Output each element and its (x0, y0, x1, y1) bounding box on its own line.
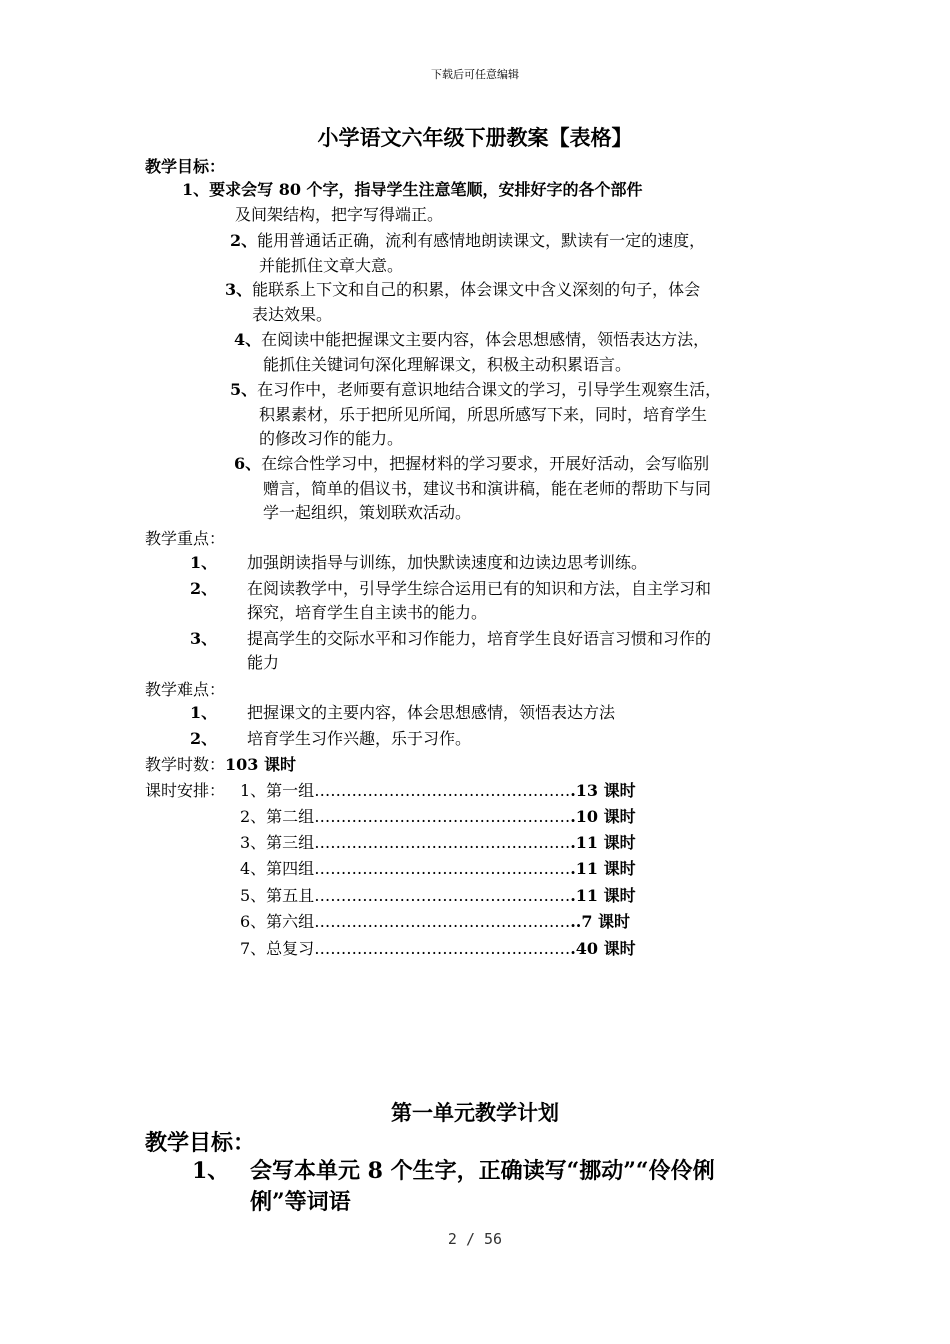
goal-num: 1、 (182, 180, 210, 199)
schedule-hours: .11 课时 (570, 886, 636, 905)
schedule-row (240, 856, 636, 881)
unit-goal-text: 会写本单元 8 个生字，正确读写“挪动”“伶伶俐 (250, 1158, 715, 1184)
schedule-row (240, 883, 636, 908)
goal-text: 要求会写 80 个字，指导学生注意笔顺，安排好字的各个部件 (209, 180, 643, 199)
goal-text: 在阅读中能把握课文主要内容，体会思想感情，领悟表达方法， (261, 330, 710, 349)
unit-goals-label: 教学目标： (145, 1130, 256, 1156)
schedule-row (240, 936, 636, 961)
schedule-row (240, 830, 636, 855)
goal-item-5-cont: 积累素材，乐于把所见所闻，所思所感写下来，同时，培育学生 (259, 405, 708, 424)
goal-item-5-cont2: 的修改习作的能力。 (259, 429, 404, 448)
schedule-hours: .13 课时 (570, 781, 636, 800)
goal-text: 能用普通话正确，流利有感情地朗读课文，默读有一定的速度， (257, 231, 706, 250)
difficulties-label: 教学难点： (145, 680, 226, 699)
schedule-unit: 1、第一组 (240, 781, 315, 800)
schedule-unit: 3、第三组 (240, 833, 315, 852)
key-point-text-cont: 能力 (247, 653, 280, 672)
goal-text: 在习作中，老师要有意识地结合课文的学习，引导学生观察生活， (257, 380, 722, 399)
key-point-text: 在阅读教学中，引导学生综合运用已有的知识和方法，自主学习和 (247, 579, 712, 598)
difficulty-num: 1、 (190, 703, 218, 722)
goal-item-6 (234, 451, 709, 476)
hours-line (145, 752, 296, 777)
schedule-hours: .11 课时 (570, 859, 636, 878)
schedule-unit: 6、第六组 (240, 912, 315, 931)
document-title: 小学语文六年级下册教案【表格】 (317, 125, 633, 150)
goal-item-1-cont: 及间架结构，把字写得端正。 (235, 205, 444, 224)
schedule-leader: ………………………………………… (314, 859, 571, 878)
unit-title: 第一单元教学计划 (391, 1100, 559, 1125)
unit-goal-text-cont: 俐”等词语 (250, 1189, 351, 1215)
goal-item-4 (234, 327, 709, 352)
schedule-row (240, 909, 630, 934)
key-point-num: 1、 (190, 553, 218, 572)
goal-num: 4、 (234, 330, 262, 349)
page-header: 下载后可任意编辑 (431, 68, 519, 81)
hours-label: 教学时数： (145, 755, 226, 774)
difficulty-num: 2、 (190, 729, 218, 748)
schedule-label: 课时安排： (145, 781, 226, 800)
key-point-num: 2、 (190, 579, 218, 598)
goal-num: 6、 (234, 454, 262, 473)
goal-item-2-cont: 并能抓住文章大意。 (259, 256, 404, 275)
goal-item-3-cont: 表达效果。 (252, 305, 333, 324)
goal-text: 在综合性学习中，把握材料的学习要求，开展好活动，会写临别 (261, 454, 710, 473)
schedule-leader: ………………………………………… (314, 939, 571, 958)
schedule-unit: 7、总复习 (240, 939, 315, 958)
key-point-text: 提高学生的交际水平和习作能力，培育学生良好语言习惯和习作的 (247, 629, 712, 648)
goals-label: 教学目标： (145, 157, 226, 176)
key-points-label: 教学重点： (145, 529, 226, 548)
schedule-row (240, 804, 636, 829)
schedule-leader: ………………………………………… (314, 912, 571, 931)
schedule-leader: ………………………………………… (314, 781, 571, 800)
key-point-text-cont: 探究，培育学生自主读书的能力。 (247, 603, 488, 622)
schedule-hours: .10 课时 (570, 807, 636, 826)
unit-goal-num: 1、 (192, 1158, 230, 1184)
goal-num: 3、 (225, 280, 253, 299)
goal-item-2 (230, 228, 705, 253)
schedule-unit: 5、第五且 (240, 886, 315, 905)
difficulty-text: 把握课文的主要内容，体会思想感情，领悟表达方法 (247, 703, 616, 722)
key-point-text: 加强朗读指导与训练，加快默读速度和边读边思考训练。 (247, 553, 648, 572)
schedule-hours: .11 课时 (570, 833, 636, 852)
goal-item-6-cont2: 学一起组织，策划联欢活动。 (263, 503, 472, 522)
goal-item-1 (182, 177, 643, 202)
schedule-hours: ..7 课时 (570, 912, 631, 931)
goal-item-3 (225, 277, 700, 302)
schedule-hours: .40 课时 (570, 939, 636, 958)
key-point-num: 3、 (190, 629, 218, 648)
schedule-row (240, 778, 636, 803)
schedule-leader: ………………………………………… (314, 807, 571, 826)
goal-text: 能联系上下文和自己的积累，体会课文中含义深刻的句子，体会 (252, 280, 701, 299)
goal-item-5 (230, 377, 721, 402)
schedule-leader: ………………………………………… (314, 886, 571, 905)
schedule-leader: ………………………………………… (314, 833, 571, 852)
schedule-unit: 2、第二组 (240, 807, 315, 826)
page-number: 2 / 56 (447, 1230, 503, 1248)
goal-num: 5、 (230, 380, 258, 399)
schedule-unit: 4、第四组 (240, 859, 315, 878)
goal-num: 2、 (230, 231, 258, 250)
hours-value: 103 课时 (225, 755, 296, 774)
difficulty-text: 培育学生习作兴趣，乐于习作。 (247, 729, 472, 748)
goal-item-4-cont: 能抓住关键词句深化理解课文，积极主动积累语言。 (263, 355, 632, 374)
goal-item-6-cont: 赠言，简单的倡议书，建议书和演讲稿，能在老师的帮助下与同 (263, 479, 712, 498)
